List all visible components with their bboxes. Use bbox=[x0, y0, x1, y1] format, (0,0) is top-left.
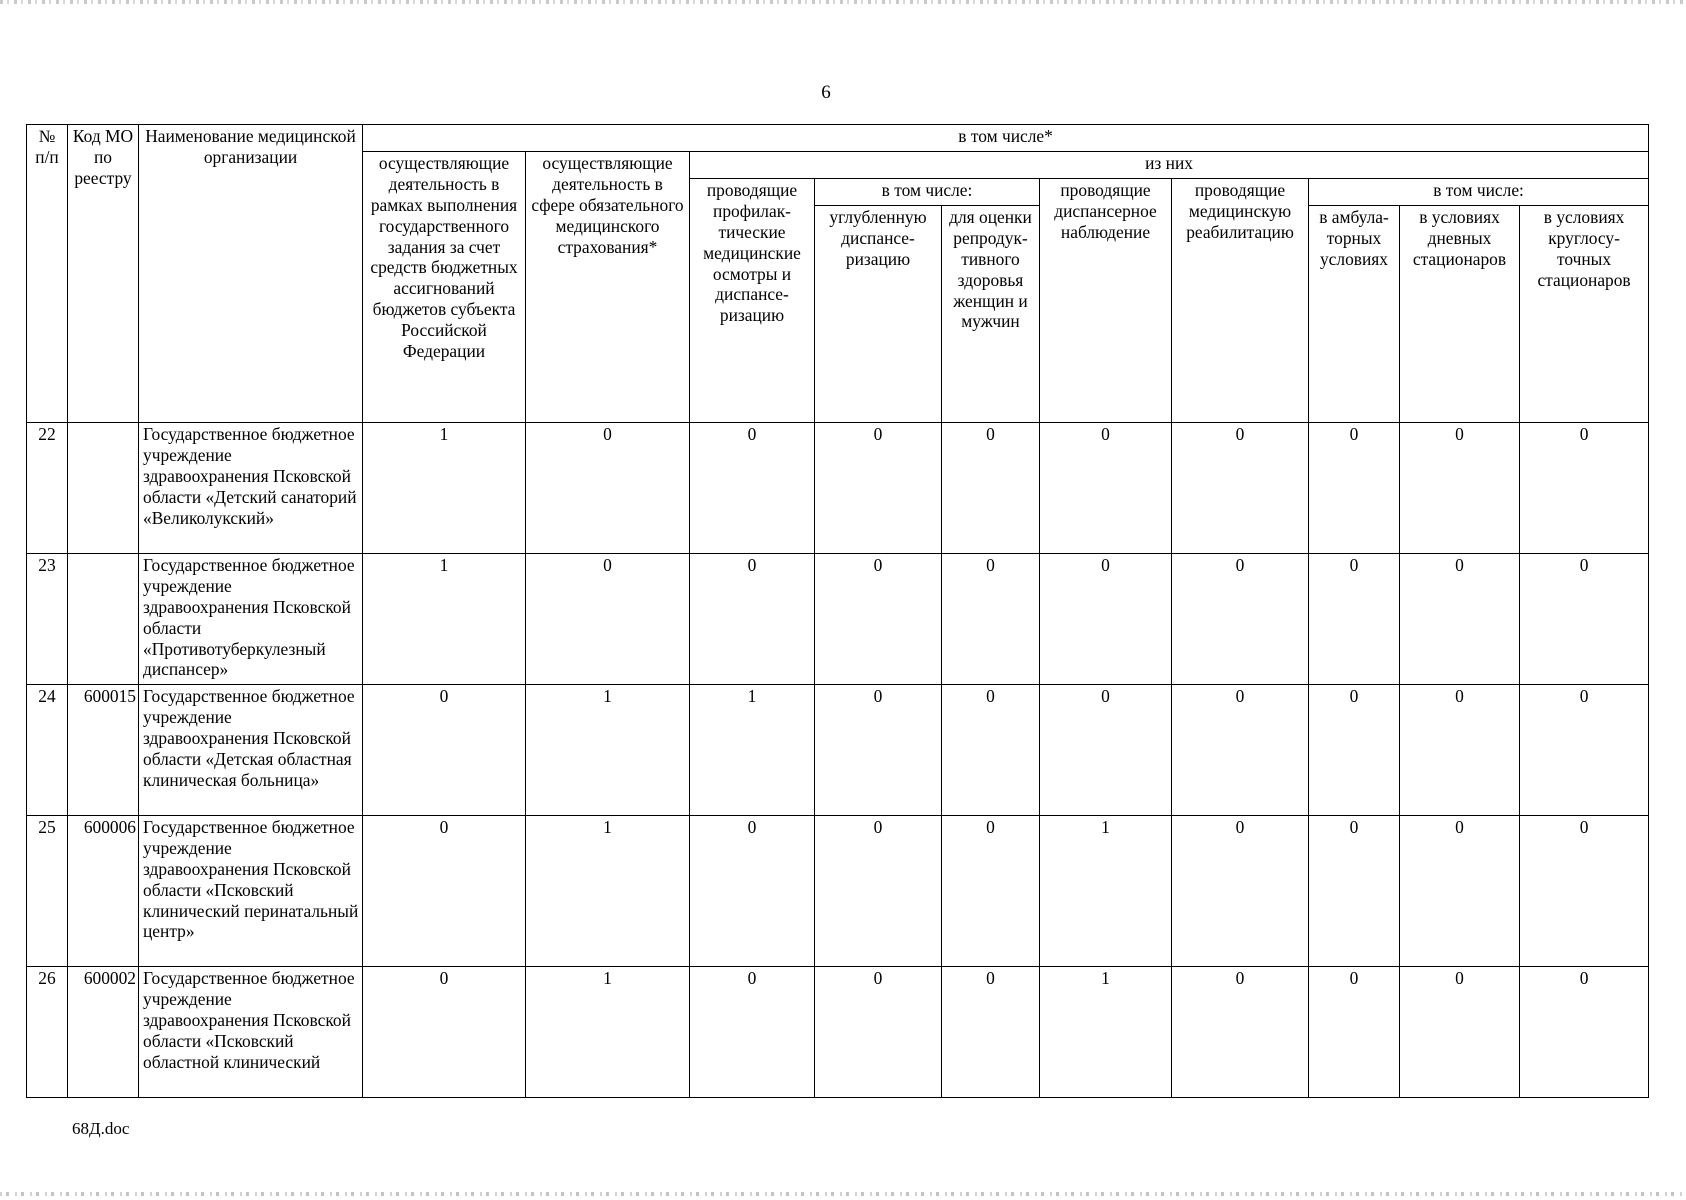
row-value: 0 bbox=[1400, 554, 1520, 685]
row-value: 1 bbox=[526, 685, 690, 816]
header-name: Наименование медицинской организации bbox=[139, 125, 363, 423]
row-value: 0 bbox=[1309, 967, 1400, 1098]
header-prof: проводящие профилак-тические медицинские осмотры и диспансе-ризацию bbox=[690, 179, 815, 423]
row-name: Государственное бюджетное учреждение здравоохранения Псковской области «Противотуберкулезный диспансер» bbox=[139, 554, 363, 685]
header-amb: в амбула-торных условиях bbox=[1309, 206, 1400, 423]
footer-filename: 68Д.doc bbox=[72, 1119, 130, 1138]
row-value: 0 bbox=[1172, 423, 1309, 554]
scan-edge-top bbox=[0, 0, 1686, 4]
header-group-incl-1: в том числе: bbox=[815, 179, 1040, 206]
row-value: 0 bbox=[815, 685, 942, 816]
row-value: 0 bbox=[690, 816, 815, 967]
row-value: 1 bbox=[1040, 816, 1172, 967]
header-group-total: в том числе* bbox=[363, 125, 1649, 152]
row-name: Государственное бюджетное учреждение здравоохранения Псковской области «Псковский клинический перинатальный центр» bbox=[139, 816, 363, 967]
row-num: 23 bbox=[27, 554, 68, 685]
row-value: 0 bbox=[526, 423, 690, 554]
row-value: 0 bbox=[363, 685, 526, 816]
row-num: 26 bbox=[27, 967, 68, 1098]
row-value: 0 bbox=[1520, 685, 1649, 816]
row-name: Государственное бюджетное учреждение здравоохранения Псковской области «Псковский областной клинический bbox=[139, 967, 363, 1098]
row-num: 25 bbox=[27, 816, 68, 967]
row-value: 1 bbox=[526, 816, 690, 967]
row-value: 0 bbox=[526, 554, 690, 685]
scan-edge-bottom bbox=[0, 1192, 1686, 1196]
page-number: 6 bbox=[821, 82, 831, 103]
row-value: 0 bbox=[1309, 685, 1400, 816]
row-value: 0 bbox=[1400, 967, 1520, 1098]
row-value: 0 bbox=[1172, 967, 1309, 1098]
header-round: в условиях круглосу-точных стационаров bbox=[1520, 206, 1649, 423]
row-name: Государственное бюджетное учреждение здравоохранения Псковской области «Детская областная клиническая больница» bbox=[139, 685, 363, 816]
row-value: 0 bbox=[1520, 816, 1649, 967]
row-value: 1 bbox=[690, 685, 815, 816]
row-value: 0 bbox=[1520, 423, 1649, 554]
row-value: 0 bbox=[1400, 423, 1520, 554]
row-code bbox=[68, 423, 139, 554]
header-budget: осуществляющие деятельность в рамках выполнения государственного задания за счет средств бюджетных ассигнований бюджетов субъекта Российской Федерации bbox=[363, 152, 526, 423]
row-value: 0 bbox=[1400, 685, 1520, 816]
row-value: 0 bbox=[1040, 423, 1172, 554]
row-value: 0 bbox=[690, 554, 815, 685]
row-value: 0 bbox=[942, 423, 1040, 554]
table-row bbox=[27, 816, 1649, 967]
row-value: 0 bbox=[1520, 967, 1649, 1098]
row-value: 1 bbox=[363, 423, 526, 554]
row-code: 600006 bbox=[68, 816, 139, 967]
row-value: 0 bbox=[1040, 554, 1172, 685]
header-day: в условиях дневных стационаров bbox=[1400, 206, 1520, 423]
row-value: 0 bbox=[1400, 816, 1520, 967]
row-value: 0 bbox=[1172, 685, 1309, 816]
header-repro: для оценки репродук-тивного здоровья женщин и мужчин bbox=[942, 206, 1040, 423]
row-value: 0 bbox=[815, 554, 942, 685]
header-rehab: проводящие медицинскую реабилитацию bbox=[1172, 179, 1309, 423]
row-num: 24 bbox=[27, 685, 68, 816]
header-num: № п/п bbox=[27, 125, 68, 423]
table-row bbox=[27, 685, 1649, 816]
row-value: 0 bbox=[1040, 685, 1172, 816]
row-value: 0 bbox=[942, 554, 1040, 685]
row-code: 600015 bbox=[68, 685, 139, 816]
header-code: Код МО по реестру bbox=[68, 125, 139, 423]
header-oms: осуществляющие деятельность в сфере обязательного медицинского страхования* bbox=[526, 152, 690, 423]
row-code bbox=[68, 554, 139, 685]
medical-organizations-table bbox=[26, 124, 1649, 1098]
row-value: 0 bbox=[942, 816, 1040, 967]
row-value: 0 bbox=[815, 967, 942, 1098]
row-value: 0 bbox=[1309, 423, 1400, 554]
row-value: 0 bbox=[363, 967, 526, 1098]
row-value: 0 bbox=[942, 967, 1040, 1098]
row-value: 1 bbox=[363, 554, 526, 685]
row-value: 0 bbox=[942, 685, 1040, 816]
row-value: 1 bbox=[1040, 967, 1172, 1098]
header-group-of-them: из них bbox=[690, 152, 1649, 179]
table-row bbox=[27, 554, 1649, 685]
row-value: 0 bbox=[690, 967, 815, 1098]
table-row bbox=[27, 423, 1649, 554]
row-value: 0 bbox=[363, 816, 526, 967]
row-value: 0 bbox=[690, 423, 815, 554]
row-value: 0 bbox=[1172, 816, 1309, 967]
row-value: 0 bbox=[1309, 554, 1400, 685]
row-value: 0 bbox=[1520, 554, 1649, 685]
header-group-incl-2: в том числе: bbox=[1309, 179, 1649, 206]
header-disp: проводящие диспансерное наблюдение bbox=[1040, 179, 1172, 423]
row-num: 22 bbox=[27, 423, 68, 554]
row-value: 0 bbox=[1309, 816, 1400, 967]
header-deep: углубленную диспансе-ризацию bbox=[815, 206, 942, 423]
row-name: Государственное бюджетное учреждение здравоохранения Псковской области «Детский санаторий «Великолукский» bbox=[139, 423, 363, 554]
row-code: 600002 bbox=[68, 967, 139, 1098]
row-value: 0 bbox=[815, 423, 942, 554]
row-value: 1 bbox=[526, 967, 690, 1098]
row-value: 0 bbox=[1172, 554, 1309, 685]
row-value: 0 bbox=[815, 816, 942, 967]
table-row bbox=[27, 967, 1649, 1098]
